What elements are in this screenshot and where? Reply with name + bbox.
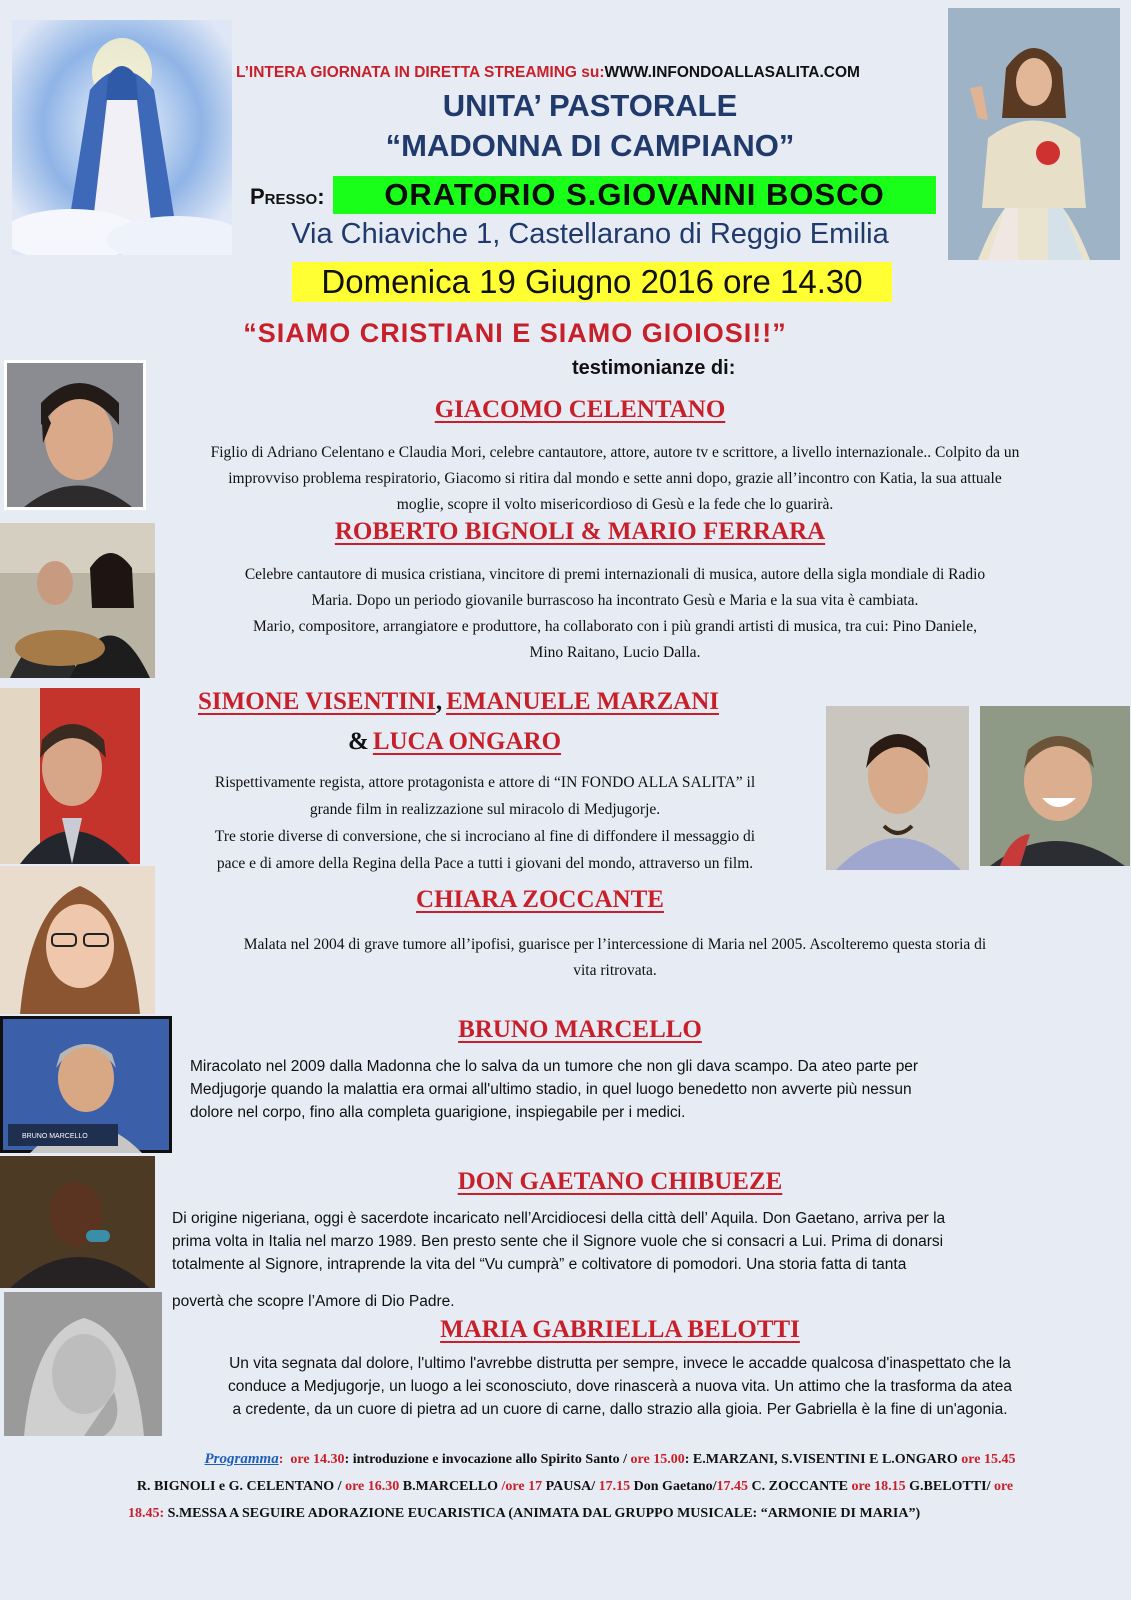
time-5: /ore 17 [501,1479,543,1494]
time-6: 17.15 [598,1479,631,1494]
unita-line2: “MADONNA DI CAMPIANO” [385,128,795,163]
programma-line-2 [80,1473,1070,1500]
ampersand: & [348,728,369,755]
time-3: ore 15.45 [961,1452,1016,1467]
bio-line: Di origine nigeriana, oggi è sacerdote incaricato nell’Arcidiocesi della città dell’ Aquila. Don Gaetano, arriva per la [172,1210,946,1227]
bio-line: a credente, da un cuore di pietra ad un cuore di carne, dallo strazio alla gioia. Per Gabriella è la fine di un'agonia. [232,1401,1008,1418]
time-2: ore 15.00 [630,1452,685,1467]
unita-pastorale-title [300,86,880,166]
time-7: 17.45 [716,1479,748,1494]
marzani-photo [826,706,969,870]
programma-schedule [80,1446,1070,1527]
jesus-image [948,8,1120,260]
slogan: “SIAMO CRISTIANI E SIAMO GIOIOSI!!” [243,318,787,348]
bio-line: Figlio di Adriano Celentano e Claudia Mori, celebre cantautore, attore, autore tv e scrittore, a livello internazionale.. Colpito da un [210,444,1020,461]
chibueze-photo [0,1156,155,1288]
madonna-image [12,20,232,255]
programma-label: Programma [204,1451,279,1467]
bio-line: Medjugorje quando la malattia era ormai all'ultimo stadio, in quel luogo benedetto non avverte più nessun [190,1081,912,1098]
event-date: Domenica 19 Giugno 2016 ore 14.30 [321,263,863,300]
zoccante-bio [160,932,1070,984]
bignoli-ferrara-photo [0,523,155,678]
belotti-name: MARIA GABRIELLA BELOTTI [440,1316,800,1343]
bio-line: conduce a Medjugorje, un luogo a lei sconosciuto, dove rinascerà a nuova vita. Un attimo che la trasforma da atea [227,1378,1013,1395]
time-8: ore 18.15 [851,1479,906,1494]
item-6: Don Gaetano/ [630,1479,717,1494]
marcello-photo-caption: BRUNO MARCELLO [22,1133,88,1140]
bio-line: grande film in realizzazione sul miracolo di Medjugorje. [309,801,661,818]
item-7: C. ZOCCANTE [748,1479,852,1494]
bio-line: moglie, scopre il volto misericordioso di Gesù e la fede che lo guarirà. [396,496,834,513]
address: Via Chiaviche 1, Castellarano di Reggio Emilia [291,218,889,250]
item-4: B.MARCELLO [399,1479,502,1494]
chibueze-name: DON GAETANO CHIBUEZE [457,1168,783,1195]
bio-line: povertà che scopre l’Amore di Dio Padre. [172,1293,455,1310]
bio-line: vita ritrovata. [573,962,657,979]
bio-line: totalmente al Signore, intraprende la vita del “Vu cumprà” e coltivatore di pomodori. Una storia fatta di tanta [172,1256,907,1273]
time-9: ore [993,1479,1014,1494]
zoccante-photo [0,866,155,1014]
item-2: : E.MARZANI, S.VISENTINI E L.ONGARO [684,1452,962,1467]
belotti-photo [4,1292,162,1436]
visentini-name: SIMONE VISENTINI [198,688,436,715]
presso-label: Presso: [250,184,325,209]
presso-place: ORATORIO S.GIOVANNI BOSCO [384,177,885,212]
names-separator: , [435,688,443,715]
bio-line: improvviso problema respiratorio, Giacomo si ritira dal mondo e sette anni dopo, grazie all’incontro con Katia, la sua attuale [228,470,1002,487]
item-5: PAUSA/ [542,1479,599,1494]
item-1: : introduzione e invocazione allo Spirito Santo / [344,1452,631,1467]
programma-line-1 [80,1446,1070,1473]
time-4: ore 16.30 [345,1479,400,1494]
marcello-name: BRUNO MARCELLO [458,1016,702,1043]
item-8: G.BELOTTI/ [905,1479,994,1494]
bio-line: Tre storie diverse di conversione, che si incrociano al fine di diffondere il messaggio di [214,828,756,845]
bignoli-ferrara-bio [160,562,1070,666]
item-3: R. BIGNOLI e G. CELENTANO / [136,1479,346,1494]
streaming-label: L’INTERA GIORNATA IN DIRETTA STREAMING su: [236,64,605,81]
chibueze-bio [172,1207,1072,1313]
programma-colon: : [278,1452,284,1467]
streaming-url[interactable]: WWW.INFONDOALLASALITA.COM [604,64,860,81]
bio-line: Rispettivamente regista, attore protagonista e attore di “IN FONDO ALLA SALITA” il [214,774,756,791]
unita-line1: UNITA’ PASTORALE [442,88,738,123]
zoccante-name: CHIARA ZOCCANTE [416,886,664,913]
time-1: ore 14.30 [290,1452,345,1467]
item-10: S.MESSA A SEGUIRE ADORAZIONE EUCARISTICA (ANIMATA DAL GRUPPO MUSICALE: “ARMONIE DI MARIA”) [164,1506,921,1521]
bio-line: Mario, compositore, arrangiatore e produttore, ha collaborato con i più grandi artisti di musica, tra cui: Pino Daniele, [253,618,977,635]
bio-line: Miracolato nel 2009 dalla Madonna che lo salva da un tumore che non gli dava scampo. Da ateo parte per [190,1058,919,1075]
bio-line: Malata nel 2004 di grave tumore all’ipofisi, guarisce per l’intercessione di Maria nel 2005. Ascolteremo questa storia di [243,936,987,953]
ongaro-photo [980,706,1130,866]
ongaro-name: LUCA ONGARO [372,728,562,755]
programma-line-3 [80,1500,1070,1527]
bio-line: prima volta in Italia nel marzo 1989. Ben presto sente che il Signore vuole che si consacri a Lui. Prima di donarsi [172,1233,944,1250]
bio-line: Un vita segnata dal dolore, l'ultimo l'avrebbe distrutta per sempre, invece le accadde qualcosa d'inaspettato che la [229,1355,1011,1372]
celentano-name: GIACOMO CELENTANO [434,396,726,423]
testimonianze-label: testimonianze di: [572,357,736,379]
visentini-photo [0,688,140,864]
marcello-photo [0,1016,172,1153]
bio-line: dolore nel corpo, fino alla completa guarigione, inspiegabile per i medici. [190,1104,686,1121]
ongaro-name-line [348,728,561,756]
streaming-line [236,64,956,82]
celentano-bio [160,440,1070,518]
belotti-bio [165,1352,1075,1421]
marzani-name: EMANUELE MARZANI [446,688,719,715]
bio-line: pace e di amore della Regina della Pace a tutti i giovani del mondo, attraverso un film. [216,855,754,872]
celentano-photo [4,360,146,510]
bignoli-ferrara-name: ROBERTO BIGNOLI & MARIO FERRARA [334,518,826,545]
marcello-bio [190,1055,1070,1124]
visentini-marzani-names [198,688,798,716]
bio-line: Celebre cantautore di musica cristiana, vincitore di premi internazionali di musica, autore della sigla mondiale di Radio [244,566,986,583]
time-10: 18.45: [128,1506,165,1521]
bio-line: Maria. Dopo un periodo giovanile burrascoso ha incontrato Gesù e Maria e la sua vita è cambiata. [311,592,919,609]
visentini-bio [145,769,825,877]
bio-line: Mino Raitano, Lucio Dalla. [529,644,701,661]
